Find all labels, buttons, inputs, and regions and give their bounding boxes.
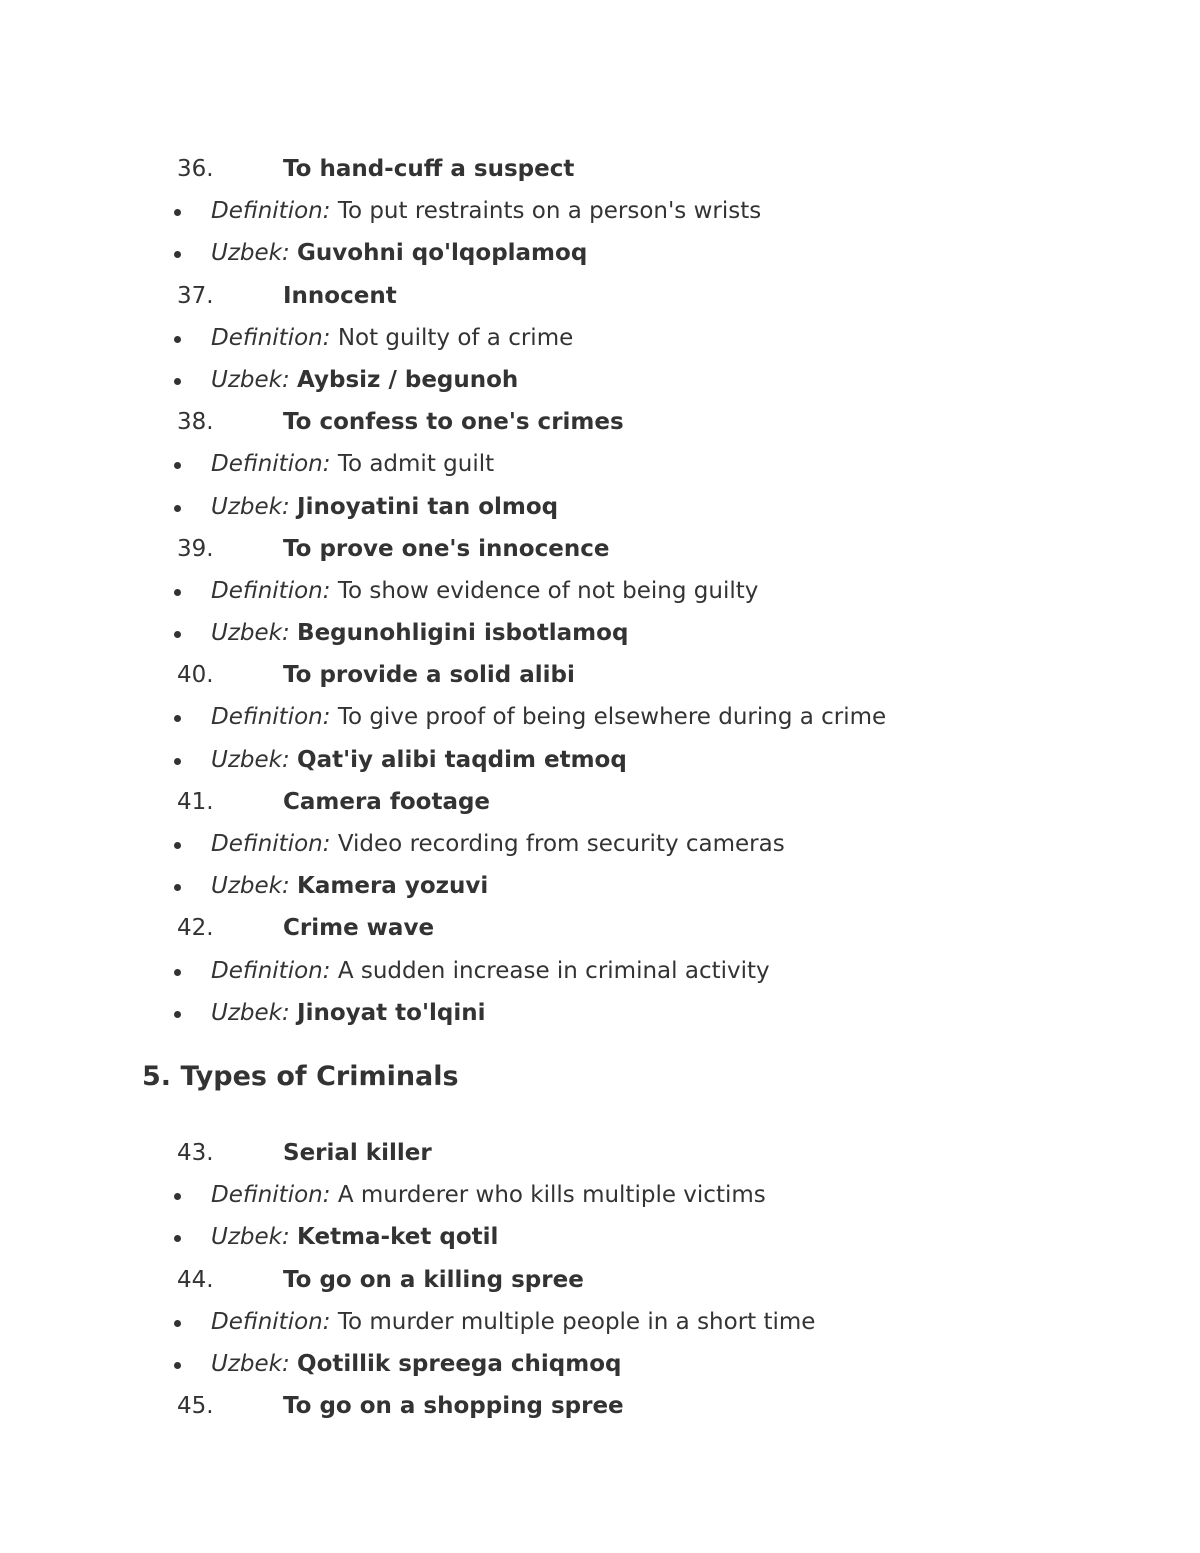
uzbek-text: Qat'iy alibi taqdim etmoq [297, 746, 627, 773]
bullet-icon [174, 209, 181, 216]
uzbek-content [211, 232, 587, 274]
uzbek-content [211, 1343, 622, 1385]
bullet-icon [174, 715, 181, 722]
uzbek-item [0, 865, 1200, 907]
definition-item [0, 1301, 1200, 1343]
term-line [0, 401, 1200, 443]
bullet-icon [174, 1193, 181, 1200]
uzbek-text: Jinoyatini tan olmoq [297, 493, 559, 520]
term-number: 39. [177, 535, 214, 562]
term-line [0, 148, 1200, 190]
vocabulary-entry [0, 1385, 1200, 1427]
definition-label: Definition: [211, 577, 331, 604]
bullet-icon [174, 1320, 181, 1327]
definition-item [0, 1174, 1200, 1216]
uzbek-item [0, 1216, 1200, 1258]
term-line [0, 1385, 1200, 1427]
term-number: 43. [177, 1139, 214, 1166]
definition-text: To give proof of being elsewhere during a crime [337, 704, 887, 731]
definition-label: Definition: [211, 957, 331, 984]
definition-text: Not guilty of a crime [337, 324, 574, 351]
uzbek-label: Uzbek: [211, 999, 290, 1026]
term-title: Serial killer [283, 1139, 432, 1166]
uzbek-text: Aybsiz / begunoh [297, 366, 519, 393]
definition-text: To put restraints on a person's wrists [337, 198, 762, 225]
term-number: 38. [177, 409, 214, 436]
uzbek-text: Begunohligini isbotlamoq [297, 620, 629, 647]
term-title: To go on a killing spree [283, 1266, 584, 1293]
uzbek-item [0, 359, 1200, 401]
definition-content [211, 1174, 766, 1216]
definition-text: To show evidence of not being guilty [337, 577, 759, 604]
uzbek-text: Kamera yozuvi [297, 873, 489, 900]
definition-content [211, 443, 494, 485]
term-number: 36. [177, 156, 214, 182]
uzbek-content [211, 739, 627, 781]
bullet-icon [174, 969, 181, 976]
definition-label: Definition: [211, 1182, 331, 1209]
term-number: 45. [177, 1393, 214, 1420]
uzbek-item [0, 739, 1200, 781]
uzbek-label: Uzbek: [211, 746, 290, 773]
term-number: 40. [177, 662, 214, 689]
term-line [0, 1259, 1200, 1301]
uzbek-item [0, 992, 1200, 1034]
bullet-icon [174, 589, 181, 596]
uzbek-text: Ketma-ket qotil [297, 1224, 499, 1251]
uzbek-label: Uzbek: [211, 873, 290, 900]
uzbek-item [0, 232, 1200, 274]
term-number: 41. [177, 788, 214, 815]
definition-item [0, 823, 1200, 865]
uzbek-label: Uzbek: [211, 1224, 290, 1251]
term-title: Innocent [283, 282, 397, 309]
uzbek-item [0, 486, 1200, 528]
definition-text: A sudden increase in criminal activity [337, 957, 770, 984]
uzbek-item [0, 612, 1200, 654]
vocabulary-entry [0, 528, 1200, 655]
vocabulary-entry [0, 654, 1200, 781]
term-title: To confess to one's crimes [283, 409, 624, 436]
definition-content [211, 570, 758, 612]
uzbek-text: Guvohni qo'lqoplamoq [297, 240, 588, 267]
definition-content [211, 696, 886, 738]
definition-item [0, 190, 1200, 232]
definition-text: To murder multiple people in a short time [337, 1308, 816, 1335]
bullet-icon [174, 758, 181, 765]
term-number: 37. [177, 282, 214, 309]
uzbek-item [0, 1343, 1200, 1385]
definition-content [211, 317, 573, 359]
vocabulary-entry [0, 401, 1200, 528]
uzbek-content [211, 865, 488, 907]
section-heading: 5. Types of Criminals [142, 1060, 459, 1092]
term-number: 42. [177, 915, 214, 942]
vocabulary-entry [0, 148, 1200, 275]
term-title: To go on a shopping spree [283, 1393, 624, 1420]
definition-content [211, 823, 785, 865]
bullet-icon [174, 842, 181, 849]
definition-label: Definition: [211, 831, 331, 857]
definition-content [211, 950, 770, 992]
definition-item [0, 570, 1200, 612]
uzbek-text: Jinoyat to'lqini [297, 999, 486, 1026]
bullet-icon [174, 462, 181, 469]
definition-label: Definition: [211, 451, 331, 478]
bullet-icon [174, 884, 181, 891]
term-line [0, 654, 1200, 696]
definition-item [0, 696, 1200, 738]
uzbek-label: Uzbek: [211, 366, 290, 393]
uzbek-label: Uzbek: [211, 493, 290, 520]
term-title: Camera footage [283, 788, 491, 815]
definition-label: Definition: [211, 1308, 331, 1335]
vocabulary-entry [0, 275, 1200, 402]
vocabulary-section [0, 1034, 1200, 1427]
vocabulary-entry [0, 1259, 1200, 1386]
definition-label: Definition: [211, 198, 331, 225]
vocabulary-entry [0, 781, 1200, 908]
definition-text: Video recording from security cameras [337, 831, 785, 857]
uzbek-label: Uzbek: [211, 1350, 290, 1377]
definition-content [211, 1301, 815, 1343]
uzbek-content [211, 359, 518, 401]
definition-item [0, 443, 1200, 485]
bullet-icon [174, 251, 181, 258]
uzbek-text: Qotillik spreega chiqmoq [297, 1350, 622, 1377]
term-line [0, 907, 1200, 949]
vocabulary-entry [0, 1132, 1200, 1259]
bullet-icon [174, 1011, 181, 1018]
definition-text: A murderer who kills multiple victims [337, 1182, 766, 1209]
definition-text: To admit guilt [337, 451, 495, 478]
definition-content [211, 190, 761, 232]
vocabulary-entry [0, 907, 1200, 1034]
definition-item [0, 317, 1200, 359]
uzbek-content [211, 612, 628, 654]
uzbek-content [211, 1216, 498, 1258]
bullet-icon [174, 1362, 181, 1369]
term-number: 44. [177, 1266, 214, 1293]
term-line [0, 275, 1200, 317]
bullet-icon [174, 336, 181, 343]
definition-item [0, 950, 1200, 992]
term-line [0, 781, 1200, 823]
bullet-icon [174, 378, 181, 385]
uzbek-content [211, 992, 486, 1034]
term-line [0, 528, 1200, 570]
bullet-icon [174, 631, 181, 638]
term-title: To prove one's innocence [283, 535, 610, 562]
bullet-icon [174, 1235, 181, 1242]
document-page [0, 148, 1200, 1427]
term-title: Crime wave [283, 915, 435, 942]
definition-label: Definition: [211, 704, 331, 731]
bullet-icon [174, 505, 181, 512]
uzbek-label: Uzbek: [211, 240, 290, 267]
uzbek-label: Uzbek: [211, 620, 290, 647]
vocabulary-section [0, 148, 1200, 1034]
term-line [0, 1132, 1200, 1174]
definition-label: Definition: [211, 324, 331, 351]
term-title: To provide a solid alibi [283, 662, 575, 689]
term-title: To hand-cuff a suspect [283, 156, 575, 182]
uzbek-content [211, 486, 558, 528]
